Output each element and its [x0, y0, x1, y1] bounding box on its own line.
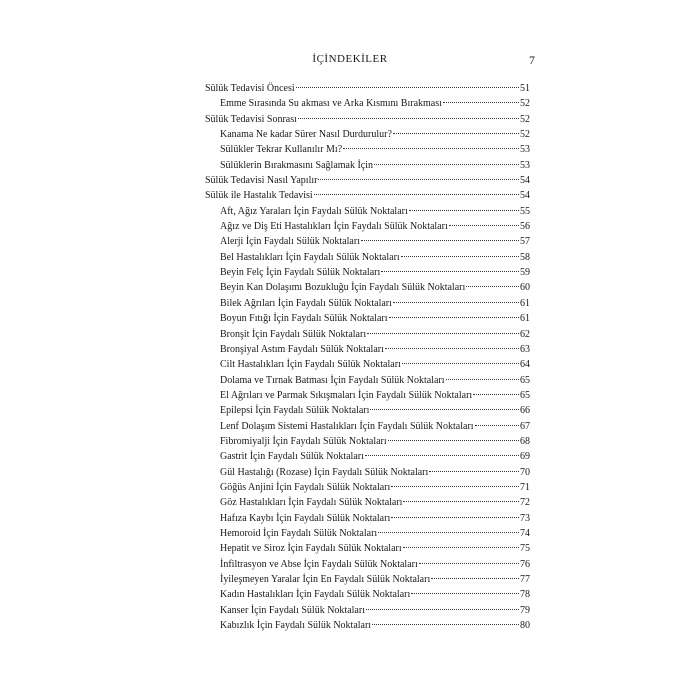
toc-entry-title: Ağız ve Diş Eti Hastalıkları İçin Faydalı Sülük Noktaları [220, 221, 448, 233]
dot-leader [403, 501, 519, 502]
dot-leader [411, 593, 519, 594]
toc-entry [205, 541, 530, 556]
toc-entry-title: Sülük Tedavisi Sonrası [205, 113, 297, 125]
dot-leader [475, 425, 519, 426]
toc-entry [205, 480, 530, 495]
toc-entry-page: 53 [520, 159, 530, 171]
toc-entry-title: Sülük Tedavisi Öncesi [205, 83, 295, 94]
toc-entry-title: Dolama ve Tırnak Batması İçin Faydalı Sülük Noktaları [220, 374, 445, 386]
dot-leader [443, 102, 519, 103]
toc-entry-page: 66 [520, 405, 530, 417]
dot-leader [370, 409, 519, 410]
toc-entry-title: Bronşit İçin Faydalı Sülük Noktaları [220, 328, 367, 340]
toc-entry-title: Bronşiyal Astım Faydalı Sülük Noktaları [220, 343, 384, 355]
toc-entry-page: 67 [520, 420, 530, 432]
toc-entry-title: Hepatit ve Siroz İçin Faydalı Sülük Noktaları [220, 543, 402, 555]
dot-leader [403, 547, 519, 548]
toc-entry-title: Gastrit İçin Faydalı Sülük Noktaları [220, 451, 364, 463]
toc-entry-title: Sülük Tedavisi Nasıl Yapılır [205, 175, 318, 187]
toc-entry [205, 449, 530, 464]
dot-leader [446, 379, 520, 380]
dot-leader [365, 455, 519, 456]
dot-leader [314, 194, 519, 195]
toc-entry-title: Beyin Felç İçin Faydalı Sülük Noktaları [220, 267, 381, 279]
toc-entry-page: 76 [520, 558, 530, 570]
toc-entry-title: Göz Hastalıkları İçin Faydalı Sülük Noktaları [220, 497, 403, 509]
dot-leader [374, 164, 519, 165]
toc-entry-title: Aft, Ağız Yaraları İçin Faydalı Sülük Noktaları [220, 205, 408, 217]
toc-entry-title: İyileşmeyen Yaralar İçin En Faydalı Sülük Noktaları [220, 574, 431, 585]
toc-entry-title: Kanama Ne kadar Sürer Nasıl Durdurulur? [220, 129, 392, 141]
dot-leader [381, 271, 519, 272]
toc-entry-title: Fibromiyalji İçin Faydalı Sülük Noktaları [220, 435, 387, 447]
toc-entry-page: 64 [520, 359, 530, 371]
dot-leader [419, 563, 519, 564]
toc-entry [205, 204, 530, 219]
toc-entry [205, 219, 530, 234]
toc-entry-page: 51 [520, 83, 530, 94]
toc-entry [205, 81, 530, 96]
toc-entry [205, 296, 530, 311]
toc-entry-title: Bilek Ağrıları İçin Faydalı Sülük Noktaları [220, 297, 392, 309]
dot-leader [372, 624, 519, 625]
dot-leader [409, 210, 519, 211]
toc-entry-page: 62 [520, 328, 530, 340]
toc-entry-title: Göğüs Anjini İçin Faydalı Sülük Noktaları [220, 481, 391, 493]
dot-leader [393, 133, 519, 134]
toc-entry-page: 57 [520, 236, 530, 248]
toc-entry-title: Hafıza Kaybı İçin Faydalı Sülük Noktaları [220, 512, 391, 524]
toc-entry [205, 280, 530, 295]
toc-entry [205, 234, 530, 249]
toc-entry-page: 52 [520, 113, 530, 125]
page-title: İÇİNDEKİLER [312, 53, 388, 65]
toc-entry-page: 56 [520, 221, 530, 233]
dot-leader [366, 609, 519, 610]
toc-entry-page: 61 [520, 297, 530, 309]
toc-entry [205, 557, 530, 572]
toc-entry [205, 173, 530, 188]
dot-leader [402, 363, 519, 364]
toc-entry-title: İnfiltrasyon ve Abse İçin Faydalı Sülük Noktaları [220, 558, 418, 570]
dot-leader [361, 240, 519, 241]
toc-entry [205, 311, 530, 326]
toc-entry-title: Epilepsi İçin Faydalı Sülük Noktaları [220, 405, 370, 417]
toc-entry-page: 80 [520, 620, 530, 632]
toc-entry-title: Cilt Hastalıkları İçin Faydalı Sülük Noktaları [220, 359, 401, 371]
toc-entry-title: Kanser İçin Faydalı Sülük Noktaları [220, 604, 365, 616]
toc-entry-page: 58 [520, 251, 530, 263]
toc-entry-page: 52 [520, 129, 530, 141]
toc-entry-page: 69 [520, 451, 530, 463]
dot-leader [449, 225, 519, 226]
toc-entry-title: El Ağrıları ve Parmak Sıkışmaları İçin Faydalı Sülük Noktaları [220, 389, 473, 401]
toc-entry-title: Sülük ile Hastalık Tedavisi [205, 190, 313, 202]
toc-entry-page: 65 [520, 374, 530, 386]
toc-entry-page: 77 [520, 574, 530, 585]
dot-leader [378, 532, 519, 533]
toc-entry [205, 511, 530, 526]
dot-leader [388, 440, 519, 441]
toc-entry-title: Gül Hastalığı (Rozase) İçin Faydalı Sülük Noktaları [220, 466, 429, 478]
table-of-contents [205, 81, 530, 633]
toc-entry [205, 572, 530, 587]
toc-entry [205, 526, 530, 541]
toc-entry [205, 495, 530, 510]
dot-leader [431, 578, 519, 579]
toc-entry [205, 158, 530, 173]
toc-entry-title: Bel Hastalıkları İçin Faydalı Sülük Noktaları [220, 251, 400, 263]
toc-entry [205, 373, 530, 388]
toc-entry [205, 357, 530, 372]
dot-leader [367, 333, 519, 334]
toc-entry [205, 419, 530, 434]
dot-leader [466, 286, 519, 287]
toc-entry [205, 388, 530, 403]
toc-entry [205, 188, 530, 203]
toc-entry-title: Emme Sırasında Su akması ve Arka Kısmını Bırakması [220, 98, 442, 110]
dot-leader [389, 317, 520, 318]
toc-entry-title: Sülükler Tekrar Kullanılır Mı? [220, 144, 343, 156]
toc-entry-title: Lenf Dolaşım Sistemi Hastalıkları İçin Faydalı Sülük Noktaları [220, 420, 474, 432]
toc-entry-title: Alerji İçin Faydalı Sülük Noktaları [220, 236, 360, 248]
toc-entry-page: 54 [520, 190, 530, 202]
toc-entry-page: 53 [520, 144, 530, 156]
toc-entry-page: 54 [520, 175, 530, 187]
toc-entry [205, 265, 530, 280]
dot-leader [298, 118, 519, 119]
page-number: 7 [529, 53, 535, 67]
toc-entry-page: 59 [520, 267, 530, 279]
dot-leader [429, 471, 519, 472]
toc-entry-page: 74 [520, 527, 530, 539]
toc-entry-page: 75 [520, 543, 530, 555]
dot-leader [385, 348, 519, 349]
toc-entry [205, 587, 530, 602]
toc-entry-page: 60 [520, 282, 530, 294]
toc-entry-page: 61 [520, 313, 530, 325]
toc-entry [205, 603, 530, 618]
toc-entry-page: 78 [520, 589, 530, 601]
dot-leader [318, 179, 519, 180]
dot-leader [401, 256, 519, 257]
toc-entry-page: 63 [520, 343, 530, 355]
toc-entry-page: 73 [520, 512, 530, 524]
dot-leader [391, 486, 519, 487]
toc-entry [205, 342, 530, 357]
toc-entry [205, 434, 530, 449]
toc-entry [205, 618, 530, 633]
toc-entry [205, 142, 530, 157]
dot-leader [473, 394, 519, 395]
dot-leader [296, 87, 519, 88]
toc-entry [205, 112, 530, 127]
toc-entry-page: 52 [520, 98, 530, 110]
toc-entry-title: Kadın Hastalıkları İçin Faydalı Sülük Noktaları [220, 589, 411, 601]
toc-entry-page: 72 [520, 497, 530, 509]
toc-entry-page: 71 [520, 481, 530, 493]
toc-entry [205, 96, 530, 111]
toc-entry-title: Boyun Fıtığı İçin Faydalı Sülük Noktaları [220, 313, 388, 325]
toc-entry-title: Sülüklerin Bırakmasını Sağlamak İçin [220, 159, 374, 171]
dot-leader [391, 517, 519, 518]
toc-entry-title: Hemoroid İçin Faydalı Sülük Noktaları [220, 527, 378, 539]
toc-entry-title: Kabızlık İçin Faydalı Sülük Noktaları [220, 620, 372, 632]
toc-entry-page: 65 [520, 389, 530, 401]
toc-entry-page: 68 [520, 435, 530, 447]
toc-entry [205, 465, 530, 480]
toc-entry-title: Beyin Kan Dolaşımı Bozukluğu İçin Faydalı Sülük Noktaları [220, 282, 466, 294]
dot-leader [393, 302, 519, 303]
dot-leader [343, 148, 519, 149]
toc-entry [205, 250, 530, 265]
toc-entry [205, 327, 530, 342]
toc-entry-page: 55 [520, 205, 530, 217]
toc-entry [205, 127, 530, 142]
toc-entry-page: 70 [520, 466, 530, 478]
toc-entry [205, 403, 530, 418]
toc-entry-page: 79 [520, 604, 530, 616]
